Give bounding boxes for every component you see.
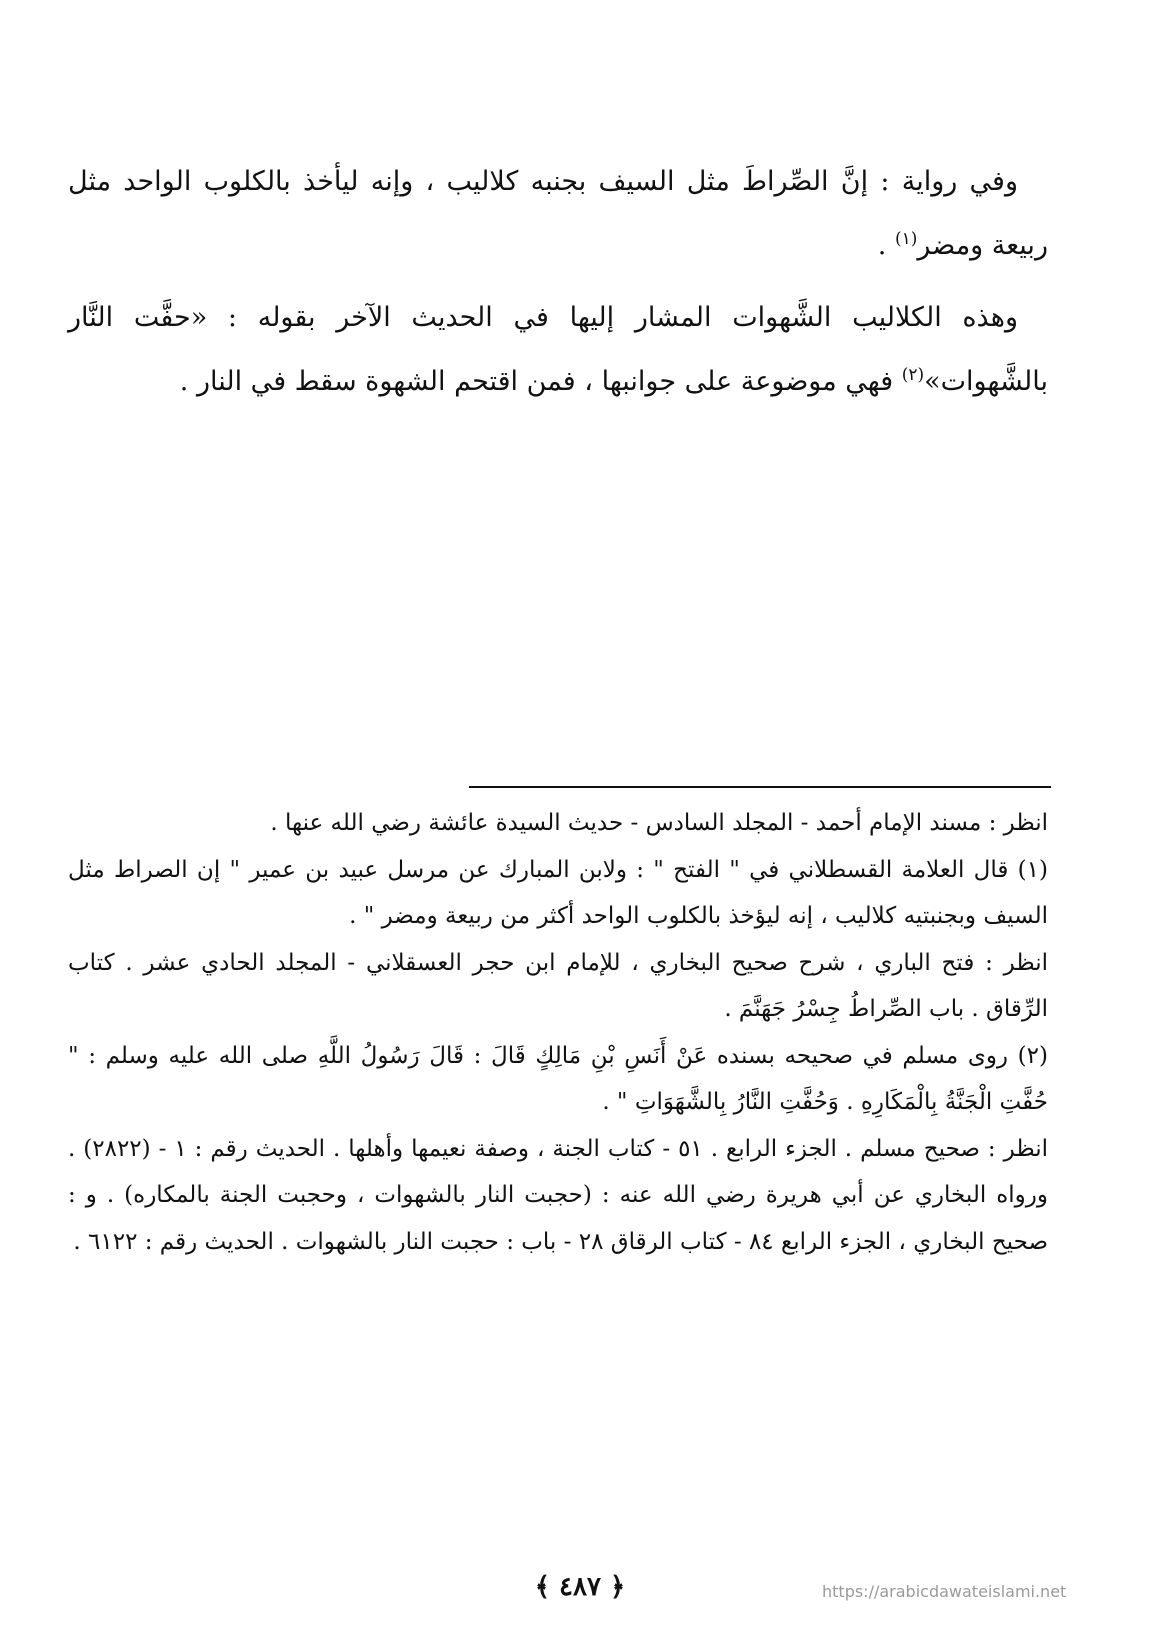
footnote-1-source: انظر : فتح الباري ، شرح صحيح البخاري ، للإمام ابن حجر العسقلاني - المجلد الحادي عشر . كتاب الرِّقاق . باب الصِّراطُ جِسْرُ جَهَنَّمَ .	[68, 949, 1048, 1022]
main-text	[68, 150, 1048, 422]
footnote-2: (٢) روى مسلم في صحيحه بسنده عَنْ أَنَسِ بْنِ مَالِكٍ قَالَ : قَالَ رَسُولُ اللَّهِ صلى الله عليه وسلم : " حُفَّتِ الْجَنَّةُ بِالْمَكَارِهِ . وَحُفَّتِ النَّارُ بِالشَّهَوَاتِ " .	[68, 1042, 1048, 1115]
page-number: ﴿ ٤٨٧ ﴾	[534, 1572, 626, 1602]
watermark-url: https://arabicdawateislami.net	[822, 1582, 1067, 1601]
footnote-2-source: انظر : صحيح مسلم . الجزء الرابع . ٥١ - كتاب الجنة ، وصفة نعيمها وأهلها . الحديث رقم : ١ - (٢٨٢٢) . ورواه البخاري عن أبي هريرة رضي الله عنه : (حجبت النار بالشهوات ، وحجبت الجنة بالمكاره) . و : صحيح البخاري ، الجزء الرابع ٨٤ - كتاب الرقاق ٢٨ - باب : حجبت النار بالشهوات . الحديث رقم : ٦١٢٢ .	[68, 1135, 1048, 1255]
footnote-source-main: انظر : مسند الإمام أحمد - المجلد السادس - حديث السيدة عائشة رضي الله عنها .	[270, 810, 1048, 836]
footnote-ref-1: (١)	[894, 229, 918, 249]
main-paragraph-2-start: وهذه الكلاليب الشَّهوات المشار إليها في الحديث الآخر بقوله : «حفَّت النَّار بالشَّهوات»	[68, 302, 1048, 397]
footnote-ref-2: (٢)	[901, 365, 925, 385]
footnotes	[68, 800, 1048, 1265]
main-paragraph-2-end: فهي موضوعة على جوانبها ، فمن اقتحم الشهوة سقط في النار .	[179, 366, 902, 397]
footnote-separator	[469, 786, 1051, 788]
main-paragraph-1-end: .	[877, 230, 895, 261]
main-paragraph-1	[68, 150, 1048, 278]
footnote-1: (١) قال العلامة القسطلاني في " الفتح " : ولابن المبارك عن مرسل عبيد بن عمير " إن الصراط مثل السيف وبجنبتيه كلاليب ، إنه ليؤخذ بالكلوب الواحد أكثر من ربيعة ومضر " .	[68, 856, 1048, 929]
main-paragraph-2	[68, 286, 1048, 414]
main-paragraph-1-text: وفي رواية : إنَّ الصِّراطَ مثل السيف بجنبه كلاليب ، وإنه ليأخذ بالكلوب الواحد مثل ربيعة ومضر	[68, 166, 1048, 261]
